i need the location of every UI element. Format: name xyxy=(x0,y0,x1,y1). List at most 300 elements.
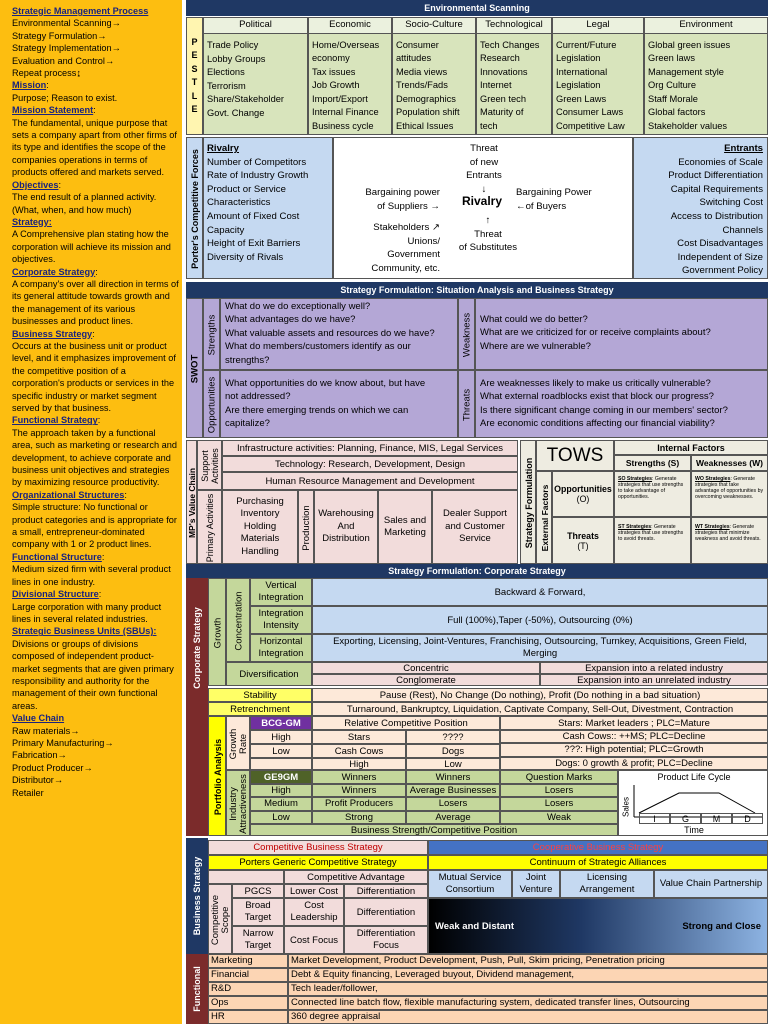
ge-cell: Winners xyxy=(312,784,406,797)
strength-item: What valuable assets and resources do we have? xyxy=(225,327,435,339)
pestle-item: Elections xyxy=(207,67,245,77)
definition-body: A Comprehensive plan stating how the corporation will achieve its mission and objectives. xyxy=(12,229,171,265)
pestle-item: Management style xyxy=(648,66,724,77)
alliance-gradient xyxy=(428,898,768,954)
primary-activity-label: Purchasing Inventory Holding Materials Handling xyxy=(236,495,284,557)
ge-cell: Average xyxy=(406,811,500,824)
definitions xyxy=(12,79,179,712)
conglomerate-value: Expansion into an unrelated industry xyxy=(540,674,768,686)
stability: Stability xyxy=(208,688,312,702)
tows-title: TOWS xyxy=(536,440,614,471)
pestle-item: Staff Morale xyxy=(648,93,698,104)
alliances xyxy=(428,870,768,898)
pestle-item: Home/Overseas xyxy=(312,39,380,50)
strengths-box xyxy=(220,298,458,370)
stakeholders xyxy=(340,221,440,275)
rivalry-item: Characteristics xyxy=(207,197,271,209)
functional-strategy: Connected line batch flow, flexible manufacturing system, dedicated transfer lines, Outsourcing xyxy=(288,996,768,1010)
substitutes-line: Threat xyxy=(474,228,502,240)
pestle-column xyxy=(552,17,644,135)
tows-weaknesses: Weaknesses (W) xyxy=(691,455,768,471)
definition: Objectives: The end result of a planned activity. (What, when, and how much) xyxy=(12,179,179,216)
pestle-item: Job Growth xyxy=(312,80,360,90)
pgcs: PGCS xyxy=(232,884,284,898)
bcg-cell: Cash Cows xyxy=(312,744,406,758)
conglomerate: Conglomerate xyxy=(312,674,540,686)
pestle-item: Green Laws xyxy=(556,93,607,104)
pestle-item: Green laws xyxy=(648,53,696,63)
threat-new-entrants xyxy=(444,142,524,196)
functional-row xyxy=(208,954,768,968)
bcg-note: Dogs: 0 growth & profit; PLC=Decline xyxy=(500,757,768,770)
functional-area: R&D xyxy=(208,982,288,996)
integration-intensity-value: Full (100%),Taper (-50%), Outsourcing (0%) xyxy=(312,606,768,634)
opportunity-item: Are there emerging trends on which we can xyxy=(225,404,409,416)
pestle-item: Business cycle xyxy=(312,120,374,131)
pestle-column-header: Legal xyxy=(553,18,643,34)
pestle-column xyxy=(644,17,768,135)
definition xyxy=(12,216,179,266)
ge-cell: Strong xyxy=(312,811,406,824)
horizontal-integration-value: Exporting, Licensing, Joint-Ventures, Franchising, Outsourcing, Turnkey, Acquisitions, Green Field, Merging xyxy=(312,634,768,662)
functional-row xyxy=(208,968,768,982)
competitive-bs: Competitive Business Strategy xyxy=(208,840,428,855)
opportunities-label: Opportunities xyxy=(203,370,220,438)
pestle-column-header: Economic xyxy=(309,18,391,34)
threat-item: Are weaknesses likely to make us critically vulnerable? xyxy=(480,378,711,389)
pestle-item: Internal Finance xyxy=(312,107,379,117)
pestle-column-header: Technological xyxy=(477,18,551,34)
pestle-item: Global green issues xyxy=(648,39,731,50)
definition-body: Purpose; Reason to exist. xyxy=(12,92,118,103)
five-forces-diagram xyxy=(333,137,633,279)
buyer-line: ←of Buyers xyxy=(516,200,567,212)
rivalry-box: Rivalry Number of Competitors Rate of Industry Growth Product or Service Characteristics Amount of Fixed Cost Capacity Height of Exit Barriers Diversity of Rivals xyxy=(203,137,333,279)
horizontal-integration: Horizontal Integration xyxy=(250,634,312,662)
pestle-item: Competitive Law xyxy=(556,120,625,131)
plc-stage: M xyxy=(701,813,732,824)
pestle-columns xyxy=(203,17,768,135)
threat-item: Is there significant change coming in our members' sector? xyxy=(480,404,728,416)
primary-activity-label: Warehousing And Distribution xyxy=(318,508,374,545)
substitutes-line: ↑ xyxy=(485,215,491,226)
pestle-column-body xyxy=(309,34,391,135)
pestle-column xyxy=(476,17,552,135)
ge-cell: Profit Producers xyxy=(312,797,406,810)
definition-term: Strategy: xyxy=(12,216,52,227)
definition: Mission: Purpose; Reason to exist. xyxy=(12,79,179,104)
definition-term: Mission Statement xyxy=(12,105,94,116)
primary-cells xyxy=(222,490,518,564)
retrenchment: Retrenchment xyxy=(208,702,312,716)
process-step: Repeat process↨ xyxy=(12,68,81,79)
ge-cell: Medium xyxy=(250,797,312,810)
bcg-cell: Low xyxy=(250,744,312,758)
definition: Functional Strategy: The approach taken by a functional area, such as marketing or research and development, to achieve corporate and business unit objectives and strategies by maximizing resource productivity. xyxy=(12,414,179,488)
pestle-item: Stakeholder values xyxy=(648,120,728,131)
wo-strategies: WO Strategies: Generate strategies that take advantage of opportunities by overcoming weaknesses. xyxy=(691,471,768,517)
integration-intensity: Integration Intensity xyxy=(250,606,312,634)
cooperative-bs: Cooperative Business Strategy xyxy=(428,840,768,855)
ge-cell: High xyxy=(250,784,312,797)
stakeholder-line: Stakeholders ↗ xyxy=(373,222,440,233)
plc-title: Product Life Cycle xyxy=(657,772,731,782)
pestle-item: Tax issues xyxy=(312,66,356,77)
stability-value: Pause (Rest), No Change (Do nothing), Profit (Do nothing in a bad situation) xyxy=(312,688,768,702)
bcg-note: Stars: Market leaders ; PLC=Mature xyxy=(500,716,768,730)
pestle-item: Govt. Change xyxy=(207,107,265,118)
definition: Mission Statement: The fundamental, unique purpose that sets a company apart from other firms of its type and identifies the scope of the companies operations in terms of products offered and markets served. xyxy=(12,104,179,178)
pestle-item: Current/Future xyxy=(556,39,617,50)
ge-cell: Losers xyxy=(500,797,618,810)
plc-stage: I xyxy=(639,813,670,824)
value-chain-list xyxy=(12,725,179,799)
plc-stage: D xyxy=(732,813,763,824)
bcg-note: Cash Cows:: ++MS; PLC=Decline xyxy=(500,730,768,743)
primary-activity xyxy=(432,490,518,564)
pestle-column-header: Environment xyxy=(645,18,767,34)
functional-side: Functional xyxy=(186,954,208,1024)
pestle-column xyxy=(308,17,392,135)
definition: Organizational Structures: Simple structure: No functional or product categories and is appropriate for a small, entrepreneur-dominated company with 1 or 2 product lines. xyxy=(12,489,179,551)
pestle-item: Population shift xyxy=(396,107,460,117)
corporate-side: Corporate Strategy xyxy=(186,578,208,836)
rcp-label: Relative Competitive Position xyxy=(312,716,500,730)
vertical-integration: Vertical Integration xyxy=(250,578,312,606)
value-chain-step: Primary Manufacturing→ xyxy=(12,737,114,748)
opportunities-box xyxy=(220,370,458,438)
definition: Corporate Strategy: A company's over all direction in terms of its general attitude towards growth and the management of its various businesses and product lines. xyxy=(12,266,179,327)
bcg-cell xyxy=(250,758,312,770)
differentiation-focus: Differentiation Focus xyxy=(344,926,428,954)
definition-term: Business Strategy xyxy=(12,328,93,339)
st-strategies: ST Strategies: Generate strategies that use strengths to avoid threats. xyxy=(614,517,691,564)
corporate-strategy-header: Strategy Formulation: Corporate Strategy xyxy=(186,564,768,578)
ge-header-cell: Winners xyxy=(312,770,406,784)
value-chain-step: Product Producer→ xyxy=(12,762,93,773)
plc-chart xyxy=(618,770,768,836)
bcg-note: ???: High potential; PLC=Growth xyxy=(500,743,768,756)
ge-cell: Losers xyxy=(406,797,500,810)
definition-body: Simple structure: No functional or product categories and is appropriate for a small, entrepreneur-dominated company with 1 or 2 product lines. xyxy=(12,502,177,550)
definition-body: The approach taken by a functional area, such as marketing or research and development, to achieve corporate and business unit objectives and strategies by maximizing resource productivity. xyxy=(12,427,177,488)
opportunity-item: What opportunities do we know about, but have xyxy=(225,378,426,389)
pestle-column-body xyxy=(204,34,307,121)
concentration-label: Concentration xyxy=(226,578,250,662)
ge-cell: Weak xyxy=(500,811,618,824)
ge-row xyxy=(250,784,618,797)
alliance-type: Joint Venture xyxy=(512,870,560,898)
definition-body: Occurs at the business unit or product level, and it emphasizes improvement of the competitive position of a corporation's products or services in the specific industry or market segment served by that business. xyxy=(12,340,176,413)
plc-sales: Sales xyxy=(621,796,631,818)
pestle-item: Consumer Laws xyxy=(556,107,624,117)
definition-body: A company's over all direction in terms of its general attitude towards growth and the management of its various businesses and product lines. xyxy=(12,278,179,327)
competitive-advantage: Competitive Advantage xyxy=(284,870,428,884)
pestle-item: Lobby Groups xyxy=(207,53,266,64)
definition-term: Objectives xyxy=(12,179,59,190)
pestle-column xyxy=(203,17,308,135)
pestle-label: P E S T L E xyxy=(186,17,203,135)
left-panel xyxy=(0,0,182,1024)
weakness-item: What could we do better? xyxy=(480,314,588,325)
value-chain-step: Fabrication→ xyxy=(12,750,67,761)
cost-leadership: Cost Leadership xyxy=(284,898,344,926)
bcg-cell: Dogs xyxy=(406,744,500,758)
pestle-item: Trade Policy xyxy=(207,40,259,50)
primary-activity xyxy=(314,490,378,564)
value-chain-step: Raw materials→ xyxy=(12,725,80,736)
pestle-item: Tech Changes xyxy=(480,39,540,50)
ge-header-cell: Winners xyxy=(406,770,500,784)
entrants-box: Entrants Economies of Scale Product Differentiation Capital Requirements Switching Cost Access to Distribution Channels Cost Disadvantages Independent of Size Government Policy xyxy=(633,137,768,279)
definition: Business Strategy: Occurs at the business unit or product level, and it emphasizes improvement of the competitive position of a corporation's products or services in the specific industry or market segment served by that business. xyxy=(12,328,179,415)
pestle-item: Green tech xyxy=(480,93,526,104)
functional-row xyxy=(208,996,768,1010)
opportunity-item: capitalize? xyxy=(225,418,270,430)
pestle-item: Demographics xyxy=(396,93,456,104)
definition-body: The end result of a planned activity. (What, when, and how much) xyxy=(12,192,157,215)
definition-term: Organizational Structures xyxy=(12,489,125,500)
supplier-power xyxy=(340,186,440,213)
new-entrants-line: ↓ xyxy=(481,183,487,195)
business-side: Business Strategy xyxy=(186,838,208,954)
differentiation: Differentiation xyxy=(344,884,428,898)
differentiation-broad: Differentiation xyxy=(344,898,428,926)
ge-header-cell: Question Marks xyxy=(500,770,618,784)
definition-body: Large corporation with many product lines in several related industries. xyxy=(12,601,162,624)
definition: Functional Structure: Medium sized firm with several product lines in one industry. xyxy=(12,551,179,588)
growth-rate-label: Growth Rate xyxy=(226,716,250,770)
value-chain-side: MP's Value Chain xyxy=(186,440,197,564)
definition xyxy=(12,625,179,712)
diversification: Diversification xyxy=(226,662,312,686)
pestle-item: Media views xyxy=(396,66,448,77)
entrant-item: Switching Cost xyxy=(699,197,763,209)
tows-side: Strategy Formulation xyxy=(520,440,536,564)
primary-activity xyxy=(378,490,432,564)
ge-cell: Losers xyxy=(500,784,618,797)
pestle-column-body xyxy=(477,34,551,135)
portfolio-analysis-label: Portfolio Analysis xyxy=(208,716,226,836)
new-entrants-line: of new xyxy=(469,156,499,168)
concentric-value: Expansion into a related industry xyxy=(540,662,768,674)
tows-opportunities: Opportunities (O) xyxy=(552,471,614,517)
ge-footer: Business Strength/Competitive Position xyxy=(250,824,618,836)
strength-item: strengths? xyxy=(225,354,270,366)
pestle-item: Trends/Fads xyxy=(396,80,448,90)
internal-factors: Internal Factors xyxy=(614,440,768,455)
ge9gm-label: GE9GM xyxy=(250,770,312,784)
entrant-item: Product Differentiation xyxy=(668,170,763,182)
substitutes-line: of Substitutes xyxy=(458,242,518,254)
functional-row xyxy=(208,982,768,996)
process-step: Strategy Formulation→ xyxy=(12,30,107,41)
pestle-item: Import/Export xyxy=(312,93,368,104)
functional-area: HR xyxy=(208,1010,288,1024)
strength-item: What do we do exceptionally well? xyxy=(225,301,371,312)
continuum: Continuum of Strategic Alliances xyxy=(428,855,768,870)
pestle-item: Innovations xyxy=(480,66,528,77)
competitive-scope: Competitive Scope xyxy=(208,884,232,954)
pestle-column-body xyxy=(393,34,475,135)
bcg-row xyxy=(250,744,500,758)
concentric: Concentric xyxy=(312,662,540,674)
value-chain-step: Retailer xyxy=(12,787,44,798)
pestle-column-header: Socio-Culture xyxy=(393,18,475,34)
wt-strategies: WT Strategies: Generate strategies that minimize weakness and avoid threats. xyxy=(691,517,768,564)
stakeholder-line: Unions/ xyxy=(407,235,440,247)
pestle-column-body xyxy=(645,34,767,135)
bcg-row xyxy=(250,730,500,744)
ge-header xyxy=(312,770,618,784)
external-factors: External Factors xyxy=(536,471,552,564)
rivalry-item: Height of Exit Barriers xyxy=(207,238,301,250)
weakness-label: Weakness xyxy=(458,298,475,370)
so-strategies: SO Strategies: Generate strategies that use strengths to take advantage of opportunities. xyxy=(614,471,691,517)
supplier-line: of Suppliers → xyxy=(377,200,440,212)
weakness-item: What are we criticized for or receive complaints about? xyxy=(480,327,711,339)
pestle-item: economy xyxy=(312,53,350,63)
rivalry-item: Rate of Industry Growth xyxy=(207,170,309,182)
bcg-cell: Low xyxy=(406,758,500,770)
support-activity: Human Resource Management and Development xyxy=(222,472,518,490)
ge-matrix xyxy=(250,784,618,824)
pestle-item: Share/Stakeholder xyxy=(207,94,285,104)
bcg-cell: Stars xyxy=(312,730,406,744)
definition-term: Functional Strategy xyxy=(12,415,98,426)
pestle-item: attitudes xyxy=(396,53,432,63)
support-rows xyxy=(222,440,518,490)
pestle-item: Terrorism xyxy=(207,80,246,91)
opportunity-item: not addressed? xyxy=(225,391,291,403)
process-title: Strategic Management Process xyxy=(12,6,149,16)
pestle-column-body xyxy=(553,34,643,135)
pestle-column-header: Political xyxy=(204,18,307,34)
porter-side-label: Porter's Competitive Forces xyxy=(186,137,203,279)
pestle-item: tech xyxy=(480,120,498,131)
entrant-item: Economies of Scale xyxy=(678,156,763,168)
primary-activity xyxy=(298,490,314,564)
functional-area: Marketing xyxy=(208,954,288,968)
stakeholder-line: Government xyxy=(387,249,440,261)
pestle-item: Legislation xyxy=(556,53,601,63)
strengths-label: Strengths xyxy=(203,298,220,370)
entrant-item: Government Policy xyxy=(681,265,763,277)
swot-label: SWOT xyxy=(186,298,203,438)
pestle-item: Internet xyxy=(480,80,512,90)
functional-row xyxy=(208,1010,768,1024)
definition-term: Strategic Business Units (SBUs): xyxy=(12,626,157,637)
rivalry-item: Product or Service xyxy=(207,183,286,195)
tows-threats: Threats (T) xyxy=(552,517,614,564)
rivalry-center: Rivalry xyxy=(461,194,503,208)
threat-item: Are economic conditions affecting our financial viability? xyxy=(480,418,715,430)
bcg-matrix xyxy=(250,730,500,770)
porters-generic: Porters Generic Competitive Strategy xyxy=(208,855,428,870)
pestle-item: Ethical Issues xyxy=(396,120,454,131)
alliance-type: Mutual Service Consortium xyxy=(428,870,512,898)
vertical-integration-value: Backward & Forward, xyxy=(312,578,768,606)
pestle-item: Legislation xyxy=(556,80,601,90)
threat-item: What external roadblocks exist that block our progress? xyxy=(480,391,714,403)
threat-substitutes xyxy=(438,214,538,255)
functional-area: Financial xyxy=(208,968,288,982)
definition-term: Functional Structure xyxy=(12,551,102,562)
weakness-item: Where are we vulnerable? xyxy=(480,340,591,352)
process-step: Environmental Scanning→ xyxy=(12,18,121,29)
supplier-line: Bargaining power xyxy=(365,187,440,198)
support-label: Support Activities xyxy=(197,440,222,490)
buyer-line: Bargaining Power xyxy=(516,187,592,198)
definition-term: Corporate Strategy xyxy=(12,266,96,277)
bcg-cell: High xyxy=(250,730,312,744)
pestle-item: Maturity of xyxy=(480,107,524,117)
pestle-item: International xyxy=(556,66,608,77)
rivalry-item: Number of Competitors xyxy=(207,156,307,168)
strong-close: Strong and Close xyxy=(682,921,761,932)
definition-body: Medium sized firm with several product lines in one industry. xyxy=(12,564,171,587)
process-step: Strategy Implementation→ xyxy=(12,43,121,54)
definition-term: Mission xyxy=(12,80,47,91)
pestle-item: Org Culture xyxy=(648,80,697,90)
rivalry-item: Capacity xyxy=(207,224,245,236)
process-step: Evaluation and Control→ xyxy=(12,55,115,66)
plc-stage: G xyxy=(670,813,701,824)
bcg-notes xyxy=(500,716,768,770)
ge-row xyxy=(250,797,618,810)
bcg-cell: ???? xyxy=(406,730,500,744)
rivalry-item: Amount of Fixed Cost xyxy=(207,210,300,222)
functional-strategy: Market Development, Product Development, Push, Pull, Skim pricing, Penetration pricing xyxy=(288,954,768,968)
plc-curve xyxy=(639,793,755,813)
tows-strengths: Strengths (S) xyxy=(614,455,691,471)
support-activity: Infrastructure activities: Planning, Finance, MIS, Legal Services xyxy=(222,440,518,456)
new-entrants-line: Entrants xyxy=(466,170,502,182)
value-chain-title: Value Chain xyxy=(12,713,65,724)
weakness-box xyxy=(475,298,768,370)
threats-box xyxy=(475,370,768,438)
env-scan-header: Environmental Scanning xyxy=(186,0,768,16)
primary-activity xyxy=(222,490,298,564)
industry-attr-label: Industry Attractiveness xyxy=(226,770,250,836)
alliance-type: Licensing Arrangement xyxy=(560,870,654,898)
rivalry-item: Diversity of Rivals xyxy=(207,251,284,263)
narrow-target: Narrow Target xyxy=(232,926,284,954)
retrenchment-value: Turnaround, Bankruptcy, Liquidation, Captivate Company, Sell-Out, Divestment, Contraction xyxy=(312,702,768,716)
pestle-column xyxy=(392,17,476,135)
functional-strategy: Tech leader/follower, xyxy=(288,982,768,996)
primary-activity-label: Sales and Marketing xyxy=(383,514,427,538)
ge-cell: Low xyxy=(250,811,312,824)
plc-time: Time xyxy=(684,825,704,835)
plc-stages xyxy=(639,813,763,824)
ge-cell: Average Businesses xyxy=(406,784,500,797)
situation-analysis-header: Strategy Formulation: Situation Analysis and Business Strategy xyxy=(186,282,768,298)
support-activity: Technology: Research, Development, Design xyxy=(222,456,518,472)
definition-term: Divisional Structure xyxy=(12,589,99,600)
weak-distant: Weak and Distant xyxy=(435,921,515,932)
entrant-item: Cost Disadvantages xyxy=(677,238,763,250)
primary-label: Primary Activities xyxy=(197,490,222,564)
entrant-item: Access to Distribution xyxy=(670,210,763,222)
threats-label: Threats xyxy=(458,370,475,438)
pestle-item: Consumer xyxy=(396,39,439,50)
growth-label: Growth xyxy=(208,578,226,686)
cost-focus: Cost Focus xyxy=(284,926,344,954)
new-entrants-line: Threat xyxy=(470,143,498,154)
functional-strategy: Debt & Equity financing, Leveraged buyout, Dividend management, xyxy=(288,968,768,982)
pestle-item: Global factors xyxy=(648,107,706,117)
